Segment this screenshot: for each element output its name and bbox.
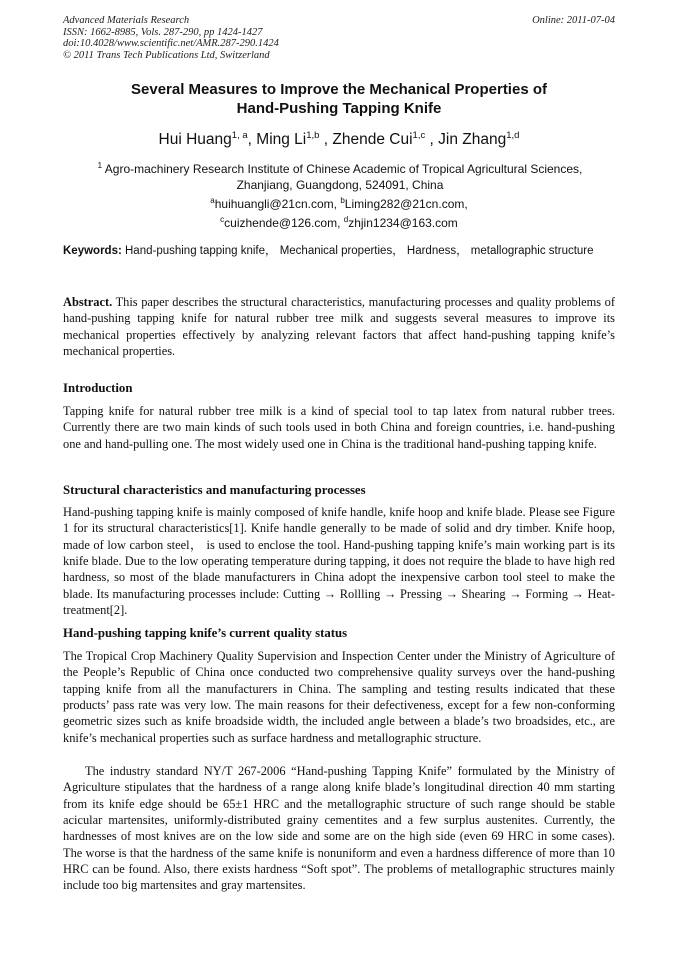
affiliation <box>80 158 600 193</box>
author-name: Ming Li <box>256 131 307 149</box>
affiliation-sup: 1 <box>97 161 103 170</box>
copyright-line: © 2011 Trans Tech Publications Ltd, Switzerland <box>63 49 270 61</box>
author-separator: , <box>425 131 439 149</box>
title-line-1: Several Measures to Improve the Mechanical Properties of <box>131 81 547 98</box>
journal-header <box>63 15 279 61</box>
abstract-text: This paper describes the structural characteristics, manufacturing processes and quality problems of hand-pushing tapping knife for natural rubber tree milk and suggests several measures to improve its mechanical properties effectively by analyzing relevant factors that affect hand-pushing tapping knife’s mechanical properties. <box>63 295 615 359</box>
email-sup: d <box>343 215 349 224</box>
quality-text-2: The industry standard NY/T 267-2006 “Hand-pushing Tapping Knife” formulated by the Ministry of Agriculture stipulates that the hardness of a range along knife blade’s longitudinal direction 40 mm starting from its knife edge should be 65±1 HRC and the metallographic structure of such range should be stable acicular martensites, uniformly-distributed grainy cementites and a few surplus austenites. Currently, the hardnesses of most knives are on the low side and some are on the high side (even 69 HRC in some cases). The worse is that the hardness of the same knife is nonuniform and even a hardness difference of more than 10 HRC can be found. Also, there exists hardness “Soft spot”. The problems of metallographic structures mainly include too big martensites and gray martensites. <box>63 764 615 893</box>
author-affil-sup: 1,b <box>306 130 320 141</box>
issn-line: ISSN: 1662-8985, Vols. 287-290, pp 1424-1427 <box>63 26 263 38</box>
section-heading-quality: Hand-pushing tapping knife’s current quality status <box>63 626 348 640</box>
email-sup: c <box>220 215 225 224</box>
keywords-text: Hand-pushing tapping knife， Mechanical properties， Hardness， metallographic structure <box>121 245 594 257</box>
author-emails <box>63 193 615 231</box>
author-name: Jin Zhang <box>438 131 507 149</box>
email-a: huihuangli@21cn.com, <box>214 197 341 211</box>
affiliation-line-1: Agro-machinery Research Institute of Chinese Academic of Tropical Agricultural Sciences, <box>102 162 583 176</box>
email-b: Liming282@21cn.com, <box>344 197 468 211</box>
title-line-2: Hand-Pushing Tapping Knife <box>236 100 442 117</box>
author-list <box>63 130 615 149</box>
introduction-text: Tapping knife for natural rubber tree milk is a kind of special tool to tap latex from natural rubber trees. Currently there are two main kinds of such tools used in both China and foreign countries, i.e. hand-pushing one and hand-pulling one. The most widely used one in China is the traditional hand-pushing tapping knife. <box>63 404 615 451</box>
section-heading-introduction: Introduction <box>63 381 133 395</box>
online-date: Online: 2011-07-04 <box>532 15 615 26</box>
email-sup: b <box>340 196 345 205</box>
quality-text-1: The Tropical Crop Machinery Quality Supervision and Inspection Center under the Ministry of Agriculture of the People’s Republic of China once conducted two comprehensive quality surveys over the hand-pushing tapping knife from all the manufacturers in China. The sampling and testing results indicated that these products’ pass rate was very low. The main reasons for their defectiveness, except for a few non-conforming geometric sizes such as knife broadside width, the included angle between a blade’s two broadsides, etc., are knife’s mechanical properties such as surface hardness and metallographic structure. <box>63 649 615 745</box>
author-separator: , <box>319 131 333 149</box>
keywords-label: Keywords: <box>63 245 122 257</box>
abstract-label: Abstract. <box>63 295 113 309</box>
author-affil-sup: 1,c <box>412 130 426 141</box>
doi-line: doi:10.4028/www.scientific.net/AMR.287-290.1424 <box>63 38 279 50</box>
abstract <box>63 294 615 359</box>
email-c: cuizhende@126.com, <box>224 216 344 230</box>
journal-name: Advanced Materials Research <box>63 15 190 26</box>
keywords <box>63 244 615 260</box>
email-d: zhjin1234@163.com <box>348 216 458 230</box>
affiliation-line-2: Zhanjiang, Guangdong, 524091, China <box>236 178 444 192</box>
author-separator: , <box>247 131 257 149</box>
author-name: Zhende Cui <box>332 131 413 149</box>
email-sup: a <box>210 196 215 205</box>
structural-text: Hand-pushing tapping knife is mainly composed of knife handle, knife hoop and knife blade. Please see Figure 1 for its structural characteristics[1]. Knife handle generally to be made of solid and dry timber. Knife hoop, made of low carbon steel， is used to enclose the tool. Hand-pushing tapping knife’s main working part is its knife blade. Due to the low operating temperature during tapping, it does not require the blade to have high red hardness, so most of the blade manufacturers in China adopt the inexpensive carbon tool steel to make the blade. Its manufacturing processes include: Cutting → Rollling → Pressing → Shearing → Forming → Heat-treatment[2]. <box>63 505 615 618</box>
section-heading-structural: Structural characteristics and manufacturing processes <box>63 483 366 497</box>
author-affil-sup: 1, a <box>231 130 248 141</box>
author-name: Hui Huang <box>158 131 232 149</box>
author-affil-sup: 1,d <box>506 130 520 141</box>
paper-title <box>63 80 615 118</box>
